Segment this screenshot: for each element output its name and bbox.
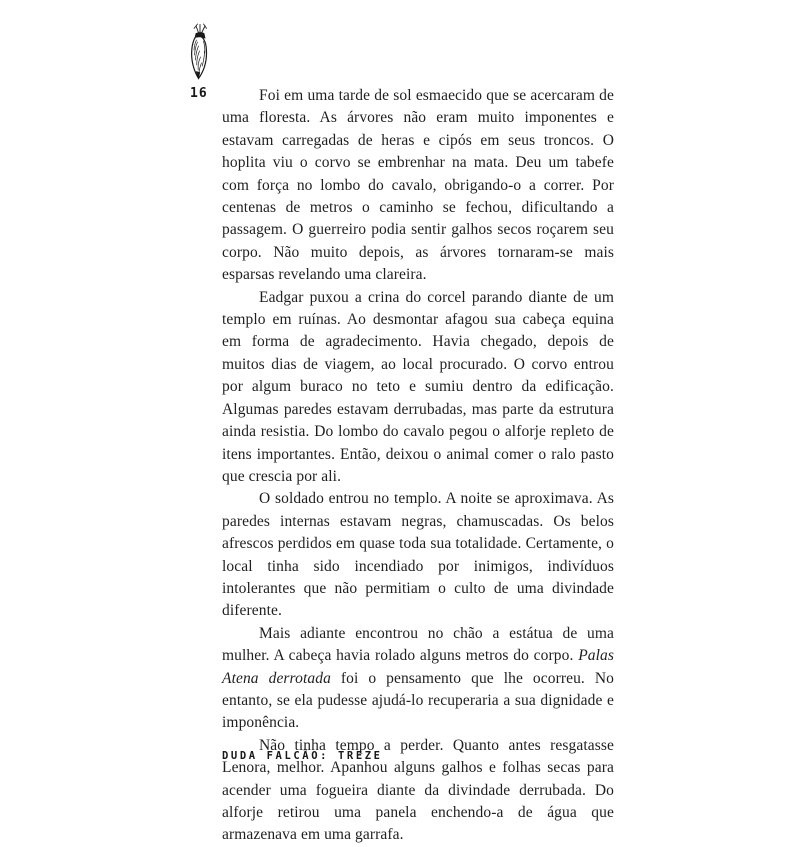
paragraph-4-post: foi o pensamento que lhe ocorreu. No entanto, se ela pudesse ajudá-lo recuperaria a sua dignidade e imponência.	[222, 669, 614, 732]
paragraph-5: Não tinha tempo a perder. Quanto antes resgatasse Lenora, melhor. Apanhou alguns galhos e folhas secas para acender uma fogueira diante da divindade derrubada. Do alforje retirou uma panela enchendo-a de água que armazenava em uma garrafa.	[222, 736, 614, 844]
paragraph-4	[222, 623, 614, 735]
paragraph-4-pre: Mais adiante encontrou no chão a estátua de uma mulher. A cabeça havia rolado alguns metros do corpo.	[222, 624, 614, 665]
body-text	[222, 85, 614, 847]
hanging-falcon-icon	[186, 23, 218, 85]
page-number: 16	[190, 86, 208, 101]
paragraph-1: Foi em uma tarde de sol esmaecido que se acercaram de uma floresta. As árvores não eram muito imponentes e estavam carregadas de heras e cipós em seus troncos. O hoplita viu o corvo se embrenhar na mata. Deu um tabefe com força no lombo do cavalo, obrigando-o a correr. Por centenas de metros o caminho se fechou, dificultando a passagem. O guerreiro podia sentir galhos secos roçarem seu corpo. Não muito depois, as árvores tornaram-se mais esparsas revelando uma clareira.	[222, 87, 614, 284]
paragraph-2: Eadgar puxou a crina do corcel parando diante de um templo em ruínas. Ao desmontar afagou sua cabeça equina em forma de agradecimento. Havia chegado, depois de muitos dias de viagem, ao local procurado. O corvo entrou por algum buraco no teto e sumiu dentro da edificação. Algumas paredes estavam derrubadas, mas parte da estrutura ainda resistia. Do lombo do cavalo pegou o alforje repleto de itens importantes. Então, deixou o animal comer o ralo pasto que crescia por ali.	[222, 288, 614, 485]
running-footer: DUDA FALCÃO: TREZE	[222, 750, 383, 762]
paragraph-3: O soldado entrou no templo. A noite se aproximava. As paredes internas estavam negras, chamuscadas. Os belos afrescos perdidos em quase toda sua totalidade. Certamente, o local tinha sido incendiado por inimigos, indivíduos intolerantes que não permitiam o culto de uma divindade diferente.	[222, 490, 614, 620]
paragraph-4-italic-phrase: Palas Atena derrotada	[222, 647, 614, 687]
